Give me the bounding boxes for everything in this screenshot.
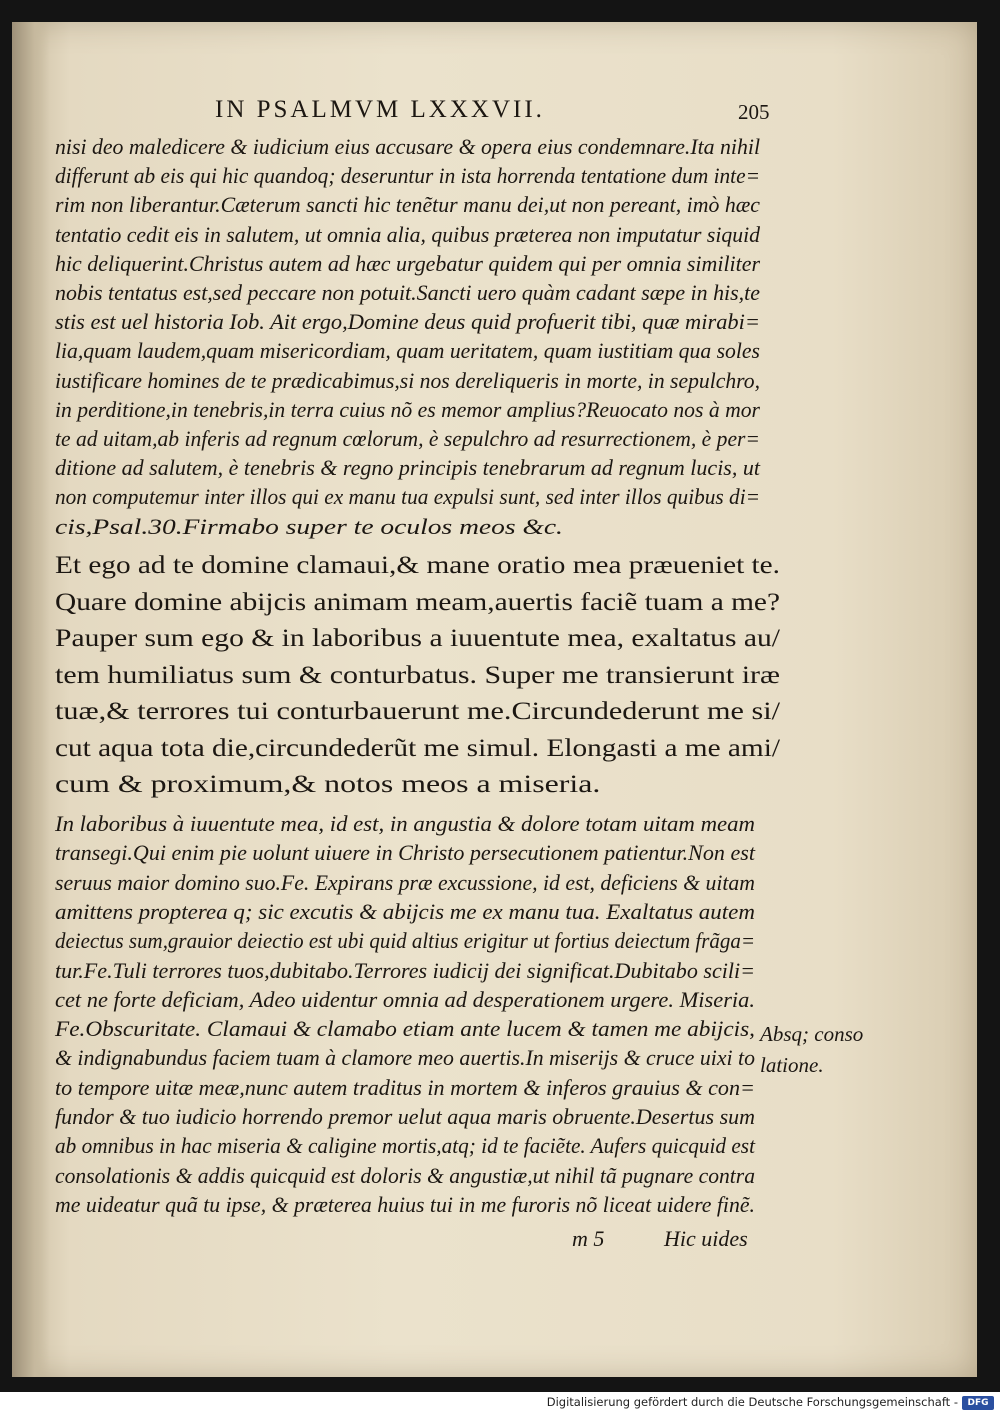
text-line: tentatio cedit eis in salutem, ut omnia alia, quibus præterea non imputatur siquid [55,221,760,247]
text-line: in perditione,in tenebris,in terra cuius nõ es memor amplius?Reuocato nos à mor [55,396,760,422]
text-line: nobis tentatus est,sed peccare non potuit.Sancti uero quàm cadant sæpe in his,te [55,280,760,305]
text-line: me uideatur quã tu ipse, & præterea huius tui in me furoris nõ liceat uidere finẽ. [55,1191,755,1217]
margin-note-line: latione. [760,1053,824,1077]
dfg-logo: DFG [962,1396,994,1410]
text-line: ab omnibus in hac miseria & caligine mortis,atq; id te faciẽte. Aufers quicquid est [55,1133,755,1159]
text-line: tur.Fe.Tuli terrores tuos,dubitabo.Terrores iudicij dei significat.Dubitabo scili= [55,957,756,983]
text-line: fundor & tuo iudicio horrendo premor uelut aqua maris obruente.Desertus sum [55,1104,755,1129]
running-header: IN PSALMVM LXXXVII. [215,96,545,123]
footer-credit: Digitalisierung gefördert durch die Deutsche Forschungsgemeinschaft - [546,1395,958,1409]
text-line: cut aqua tota die,circundederũt me simul. Elongasti a me ami/ [55,732,780,762]
text-line: tuæ,& terrores tui conturbauerunt me.Circundederunt me si/ [55,696,780,725]
text-line: seruus maior domino suo.Fe. Expirans præ excussione, id est, deficiens & uitam [55,869,755,895]
text-line: cis,Psal.30.Firmabo super te oculos meos &c. [55,513,563,539]
text-line: consolationis & addis quicquid est doloris & angustiæ,ut nihil tã pugnare contra [55,1162,755,1188]
margin-note-line: Absq; conso [760,1022,864,1046]
page-gutter-shadow [12,22,50,1377]
text-line: to tempore uitæ meæ,nunc autem traditus in mortem & inferos grauius & con= [55,1074,755,1100]
text-line: hic deliquerint.Christus autem ad hæc urgebatur quidem qui per omnia similiter [55,250,760,276]
text-line: deiectus sum,grauior deiectio est ubi quid altius erigitur ut fortius deiectum frãga= [55,928,755,954]
text-line: iustificare homines de te prædicabimus,si nos dereliqueris in morte, in sepulchro, [55,367,760,393]
text-line: Pauper sum ego & in laboribus a iuuentute mea, exaltatus au/ [55,623,780,652]
text-line: nisi deo maledicere & iudicium eius accusare & opera eius condemnare.Ita nihil [55,134,760,159]
text-line: cet ne forte deficiam, Adeo uidentur omnia ad desperationem urgere. Miseria. [55,986,755,1012]
text-line: transegi.Qui enim pie uolunt uiuere in Christo persecutionem patientur.Non est [55,840,755,866]
text-line: stis est uel historia Iob. Ait ergo,Domine deus quid profuerit tibi, quæ mirabi= [55,309,760,335]
text-line: cum & proximum,& notos meos a miseria. [55,769,601,798]
text-line: Fe.Obscuritate. Clamaui & clamabo etiam ante lucem & tamen me abijcis, [55,1016,755,1042]
text-line: differunt ab eis qui hic quandoq; deseruntur in ista horrenda tentatione dum inte= [55,163,760,189]
text-line: & indignabundus faciem tuam à clamore meo auertis.In miserijs & cruce uixi to [55,1045,755,1071]
catchword: Hic uides [664,1226,748,1251]
signature-mark: m 5 [572,1226,605,1251]
text-line: amittens propterea q; sic excutis & abijcis me ex manu tua. Exaltatus autem [55,898,755,924]
text-line: ditione ad salutem, è tenebris & regno principis tenebrarum ad regnum lucis, ut [55,455,760,481]
text-line: te ad uitam,ab inferis ad regnum cœlorum, è sepulchro ad resurrectionem, è per= [55,426,760,451]
footer-bar [0,1392,1000,1414]
text-line: lia,quam laudem,quam misericordiam, quam ueritatem, quam iustitiam qua soles [55,338,760,364]
page-number: 205 [738,100,770,124]
text-line: Et ego ad te domine clamaui,& mane oratio mea præueniet te. [55,550,780,579]
text-line: Quare domine abijcis animam meam,auertis faciẽ tuam a me? [55,586,780,616]
text-line: In laboribus à iuuentute mea, id est, in angustia & dolore totam uitam meam [55,811,755,836]
text-line: tem humiliatus sum & conturbatus. Super me transierunt iræ [55,659,780,689]
text-line: rim non liberantur.Cæterum sancti hic tenẽtur manu dei,ut non pereant, imò hæc [55,192,760,218]
text-line: non computemur inter illos qui ex manu tua expulsi sunt, sed inter illos quibus di= [55,484,760,510]
